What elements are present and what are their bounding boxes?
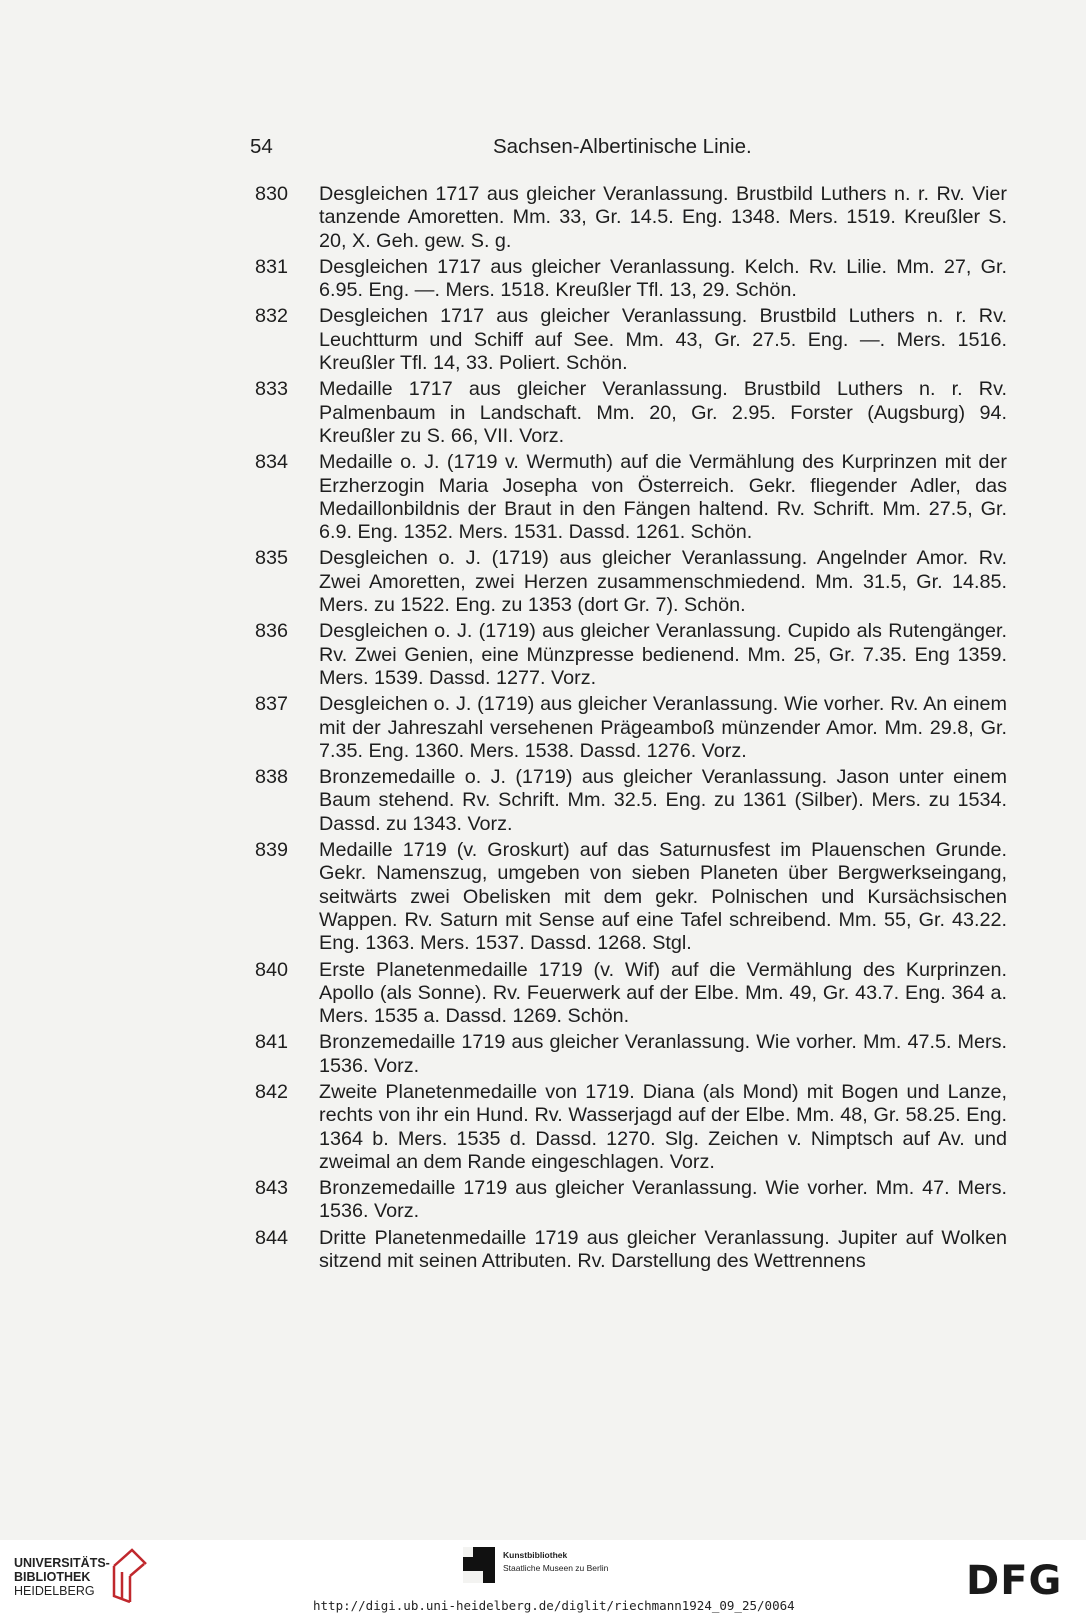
kb-line1: Kunstbibliothek	[503, 1550, 568, 1560]
entry-number: 832	[255, 305, 289, 328]
catalog-entry	[255, 256, 1007, 303]
catalog-entry	[255, 451, 1007, 544]
entry-text: Bronzemedaille 1719 aus gleicher Veranlassung. Wie vorher. Mm. 47.5. Mers. 1536. Vorz.	[319, 1031, 1007, 1077]
catalog-entries	[255, 183, 1007, 1276]
catalog-entry	[255, 1177, 1007, 1224]
entry-number: 841	[255, 1031, 289, 1054]
catalog-entry	[255, 547, 1007, 617]
entry-number: 842	[255, 1080, 289, 1103]
catalog-entry	[255, 183, 1007, 253]
entry-number: 843	[255, 1177, 289, 1200]
entry-text: Dritte Planetenmedaille 1719 aus gleicher Veranlassung. Jupiter auf Wolken sitzend mit seinen Attributen. Rv. Darstellung des Wettrennens	[319, 1226, 1007, 1273]
ub-line2: BIBLIOTHEK	[14, 1570, 91, 1584]
ub-line3: HEIDELBERG	[14, 1584, 95, 1598]
permalink-url[interactable]: http://digi.ub.uni-heidelberg.de/diglit/riechmann1924_09_25/0064	[313, 1598, 795, 1613]
catalog-entry	[255, 839, 1007, 955]
entry-number: 835	[255, 547, 289, 570]
entry-text: Medaille 1717 aus gleicher Veranlassung. Brustbild Luthers n. r. Rv. Palmenbaum in Landschaft. Mm. 20, Gr. 2.95. Forster (Augsburg) 94. Kreußler zu S. 66, VII. Vorz.	[319, 378, 1007, 447]
catalog-entry	[255, 620, 1007, 690]
entry-number: 840	[255, 958, 289, 981]
dfg-logo[interactable]: DFG	[966, 1558, 1063, 1604]
entry-text: Erste Planetenmedaille 1719 (v. Wif) auf die Vermählung des Kurprinzen. Apollo (als Sonne). Rv. Feuerwerk auf der Elbe. Mm. 49, Gr. 43.7. Eng. 364 a. Mers. 1535 a. Dassd. 1269. Schön.	[319, 958, 1007, 1028]
catalog-entry	[255, 766, 1007, 836]
kunstbibliothek-logo-icon[interactable]	[463, 1547, 495, 1583]
catalog-entry	[255, 378, 1007, 448]
ub-mark-icon	[110, 1546, 150, 1604]
entry-text: Zweite Planetenmedaille von 1719. Diana (als Mond) mit Bogen und Lanze, rechts von ihr ein Hund. Rv. Wasserjagd auf der Elbe. Mm. 48, Gr. 58.25. Eng. 1364 b. Mers. 1535 d. Dassd. 1270. Slg. Zeichen v. Nimptsch auf Av. und zweimal an dem Rande eingeschlagen. Vorz.	[319, 1080, 1007, 1173]
catalog-entry	[255, 1227, 1007, 1274]
entry-number: 839	[255, 839, 289, 862]
catalog-entry	[255, 1031, 1007, 1078]
catalog-entry	[255, 1081, 1007, 1174]
entry-number: 834	[255, 451, 289, 474]
entry-number: 831	[255, 255, 289, 278]
running-title: Sachsen-Albertinische Linie.	[493, 135, 752, 158]
entry-text: Desgleichen 1717 aus gleicher Veranlassung. Brustbild Luthers n. r. Rv. Vier tanzende Amoretten. Mm. 33, Gr. 14.5. Eng. 1348. Mers. 1519. Kreußler S. 20, X. Geh. gew. S. g.	[319, 183, 1007, 252]
entry-number: 830	[255, 183, 289, 205]
kunstbibliothek-text	[503, 1549, 608, 1575]
entry-text: Bronzemedaille 1719 aus gleicher Veranlassung. Wie vorher. Mm. 47. Mers. 1536. Vorz.	[319, 1177, 1007, 1223]
kb-line2: Staatliche Museen zu Berlin	[503, 1563, 609, 1573]
entry-text: Desgleichen o. J. (1719) aus gleicher Veranlassung. Wie vorher. Rv. An einem mit der Jahreszahl versehenen Prägeamboß münzender Amor. Mm. 29.8, Gr. 7.35. Eng. 1360. Mers. 1538. Dassd. 1276. Vorz.	[319, 693, 1007, 762]
entry-number: 836	[255, 620, 289, 643]
catalog-entry	[255, 959, 1007, 1029]
ub-line1: UNIVERSITÄTS-	[14, 1556, 110, 1570]
entry-number: 833	[255, 378, 289, 401]
entry-number: 838	[255, 766, 289, 789]
catalog-entry	[255, 305, 1007, 375]
entry-text: Desgleichen o. J. (1719) aus gleicher Veranlassung. Angelnder Amor. Rv. Zwei Amoretten, zwei Herzen zusammenschmiedend. Mm. 31.5, Gr. 14.85. Mers. zu 1522. Eng. zu 1353 (dort Gr. 7). Schön.	[319, 547, 1007, 617]
entry-text: Medaille o. J. (1719 v. Wermuth) auf die Vermählung des Kurprinzen mit der Erzherzogin Maria Josepha von Österreich. Gekr. fliegender Adler, das Medaillonbildnis der Braut in den Fängen haltend. Rv. Schrift. Mm. 27.5, Gr. 6.9. Eng. 1352. Mers. 1531. Dassd. 1261. Schön.	[319, 451, 1007, 544]
ub-heidelberg-logo[interactable]	[14, 1556, 110, 1598]
entry-text: Desgleichen o. J. (1719) aus gleicher Veranlassung. Cupido als Rutengänger. Rv. Zwei Genien, eine Münzpresse bedienend. Mm. 25, Gr. 7.35. Eng 1359. Mers. 1539. Dassd. 1277. Vorz.	[319, 620, 1007, 689]
catalog-entry	[255, 693, 1007, 763]
entry-number: 837	[255, 693, 289, 716]
entry-text: Medaille 1719 (v. Groskurt) auf das Saturnusfest im Plauenschen Grunde. Gekr. Namenszug, umgeben von sieben Planeten über Bergwerkseingang, seitwärts zwei Obelisken mit dem gekr. Polnischen und Kursächsischen Wappen. Rv. Saturn mit Sense auf eine Tafel schreibend. Mm. 55, Gr. 43.22. Eng. 1363. Mers. 1537. Dassd. 1268. Stgl.	[319, 839, 1007, 955]
entry-text: Bronzemedaille o. J. (1719) aus gleicher Veranlassung. Jason unter einem Baum stehend. Rv. Schrift. Mm. 32.5. Eng. zu 1361 (Silber). Mers. zu 1534. Dassd. zu 1343. Vorz.	[319, 766, 1007, 835]
entry-text: Desgleichen 1717 aus gleicher Veranlassung. Brustbild Luthers n. r. Rv. Leuchtturm und Schiff auf See. Mm. 43, Gr. 27.5. Eng. —. Mers. 1516. Kreußler Tfl. 14, 33. Poliert. Schön.	[319, 305, 1007, 375]
entry-number: 844	[255, 1226, 289, 1249]
page-number: 54	[250, 135, 273, 158]
entry-text: Desgleichen 1717 aus gleicher Veranlassung. Kelch. Rv. Lilie. Mm. 27, Gr. 6.95. Eng. —. Mers. 1518. Kreußler Tfl. 13, 29. Schön.	[319, 255, 1007, 302]
page-header	[250, 135, 1005, 165]
